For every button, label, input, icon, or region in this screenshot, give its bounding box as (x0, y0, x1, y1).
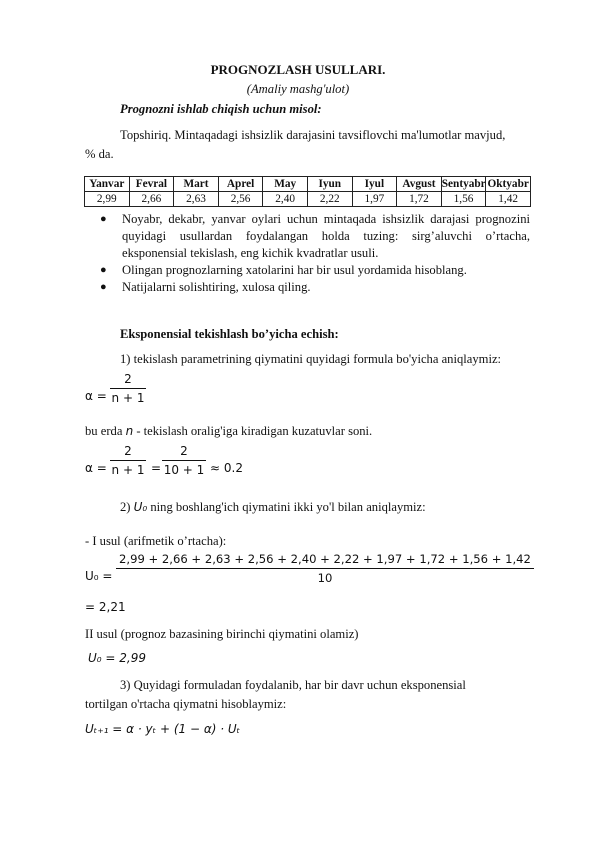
example-heading: Prognozni ishlab chiqish uchun misol: (120, 102, 322, 116)
fraction-numerator: 2 (162, 444, 206, 461)
table-header-cell: Sentyabr (441, 177, 486, 190)
formula-alpha2-fraction2 (162, 444, 206, 477)
table-cell: 1,72 (397, 192, 442, 207)
step1-text: 1) tekislash parametrining qiymatini quyidagi formula bo'yicha aniqlaymiz: (120, 352, 502, 366)
table-header-cell: Oktyabr (487, 177, 529, 190)
list-item: ● Noyabr, dekabr, yanvar oylari uchun mintaqada ishsizlik darajasi prognozini quyidagi usullardan foydalangan holda tuzing: sirg’aluvchi o’rtacha, eksponensial tekislash, eng kichik kvadratlar usuli. (100, 212, 530, 260)
unemployment-table (84, 176, 531, 207)
table-cell: 2,63 (174, 192, 219, 207)
section-heading: Eksponensial tekishlash bo’yicha echish: (120, 327, 339, 341)
table-cell: 2,40 (263, 192, 308, 207)
formula-u0-lhs: U₀ = (85, 569, 113, 583)
table-cell: 2,66 (129, 192, 174, 207)
bullet-icon: ● (100, 213, 107, 225)
formula-alpha2-approx: ≈ 0.2 (210, 461, 243, 475)
formula-alpha2-equals: = (151, 461, 162, 475)
page-subtitle: (Amaliy mashg'ulot) (246, 82, 350, 96)
fraction-numerator: 2 (110, 372, 146, 389)
task-text-line1: Topshiriq. Mintaqadagi ishsizlik darajasini tavsiflovchi ma'lumotlar mavjud, (120, 128, 506, 142)
fraction-denominator: n + 1 (111, 463, 145, 477)
step3-text-line2: tortilgan o'rtacha qiymatni hisoblaymiz: (85, 697, 287, 711)
table-header-cell: Avgust (397, 177, 442, 192)
list-item: ● Natijalarni solishtiring, xulosa qiling. (100, 280, 311, 294)
table-header-cell: Iyun (307, 177, 352, 192)
bullet-icon: ● (100, 281, 107, 293)
method2-text: II usul (prognoz bazasining birinchi qiymatini olamiz) (85, 627, 359, 641)
fraction-denominator: n + 1 (111, 391, 145, 405)
table-cell: 2,99 (85, 192, 130, 207)
bullet-icon: ● (100, 264, 107, 276)
task-text-line2: % da. (85, 147, 114, 161)
table-row (85, 192, 531, 207)
table-cell: 1,42 (486, 192, 531, 207)
list-item: ● Olingan prognozlarning xatolarini har bir usul yordamida hisoblang. (100, 263, 467, 277)
table-header-cell: May (263, 177, 308, 192)
step2-text: 2) U₀ ning boshlang'ich qiymatini ikki yo'l bilan aniqlaymiz: (120, 500, 426, 514)
method1-text: - I usul (arifmetik o’rtacha): (85, 534, 227, 548)
fraction-denominator: 10 + 1 (163, 463, 205, 477)
formula-alpha2-lhs: α = (85, 461, 107, 475)
step3-text-line1: 3) Quyidagi formuladan foydalanib, har bir davr uchun eksponensial (120, 678, 466, 692)
table-header-cell: Aprel (218, 177, 263, 192)
table-header-cell: Iyul (352, 177, 397, 192)
table-header-cell: Yanvar (85, 177, 130, 192)
table-cell: 2,22 (307, 192, 352, 207)
fraction-denominator: 10 (317, 571, 333, 585)
formula-alpha-fraction (110, 372, 146, 405)
table-cell: 2,56 (218, 192, 263, 207)
table-cell: 1,97 (352, 192, 397, 207)
table-header-cell: Fevral (129, 177, 174, 192)
page-title: PROGNOZLASH USULLARI. (210, 62, 386, 77)
formula-alpha2-fraction1 (110, 444, 146, 477)
formula-alpha-lhs: α = (85, 389, 107, 403)
table-header-row (85, 177, 531, 192)
task-list (100, 211, 530, 296)
table-header-cell: Mart (174, 177, 219, 192)
u0-value: U₀ = 2,99 (88, 651, 146, 665)
formula-u0-fraction (116, 552, 534, 585)
formula-ut: Uₜ₊₁ = α · yₜ + (1 − α) · Uₜ (85, 722, 241, 736)
fraction-numerator: 2,99 + 2,66 + 2,63 + 2,56 + 2,40 + 2,22 + 1,97 + 1,72 + 1,56 + 1,42 (116, 552, 534, 569)
fraction-numerator: 2 (110, 444, 146, 461)
formula-u0-result: = 2,21 (85, 600, 126, 614)
n-note: bu erda n - tekislash oralig'iga kiradigan kuzatuvlar soni. (85, 424, 373, 438)
table-cell: 1,56 (441, 192, 486, 207)
